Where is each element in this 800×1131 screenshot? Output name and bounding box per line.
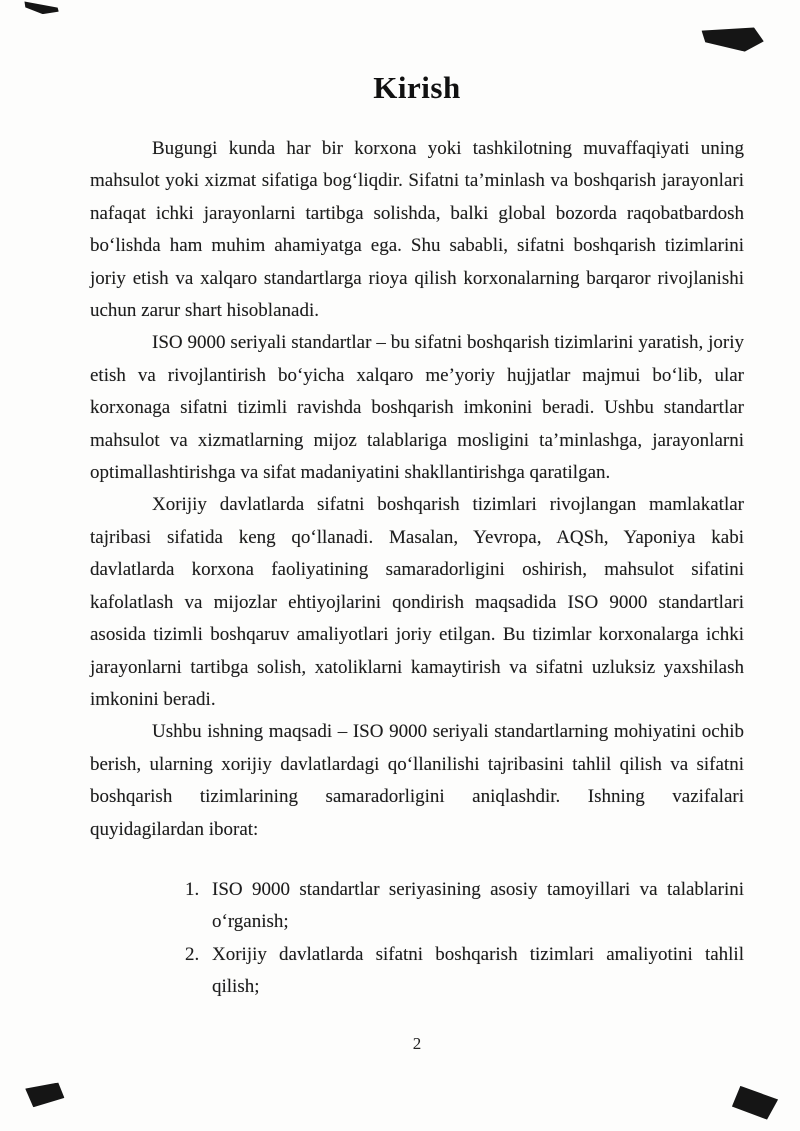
document-body <box>90 133 744 1004</box>
paragraph-foreign-experience: Xorijiy davlatlarda sifatni boshqarish tizimlari rivojlangan mamlakatlar tajribasi sifatida keng qo‘llanadi. Masalan, Yevropa, AQSh, Yaponiya kabi davlatlarda korxona faoliyatining samaradorligini oshirish, mahsulot sifatini kafolatlash va mijozlar ehtiyojlarini qondirish maqsadida ISO 9000 standartlari asosida tizimli boshqaruv amaliyotlari joriy etilgan. Bu tizimlar korxonalarga ichki jarayonlarni tartibga solish, xatoliklarni kamaytirish va sifatni uzluksiz yaxshilash imkonini beradi. <box>90 494 744 710</box>
paragraph-intro: Bugungi kunda har bir korxona yoki tashkilotning muvaffaqiyati uning mahsulot yoki xizmat sifatiga bog‘liqdir. Sifatni ta’minlash va boshqarish jarayonlari nafaqat ichki jarayonlarni tartibga solishda, balki global bozorda raqobatbardosh bo‘lishda ham muhim ahamiyatga ega. Shu sababli, sifatni boshqarish tizimlarini joriy etish va xalqaro standartlarga rioya qilish korxonalarning barqaror rivojlanishi uchun zarur shart hisoblanadi. <box>90 138 744 322</box>
scan-artifact-bottom-left <box>25 1082 65 1108</box>
list-item-number: 1. <box>185 878 200 900</box>
list-item-text: ISO 9000 standartlar seriyasining asosiy tamoyillari va talablarini o‘rganish; <box>212 878 744 933</box>
scan-artifact-top-right <box>700 21 766 53</box>
page-title: Kirish <box>373 70 461 105</box>
paragraph-work-goal: Ushbu ishning maqsadi – ISO 9000 seriyali standartlarning mohiyatini ochib berish, ularning xorijiy davlatlardagi qo‘llanilishi tajribasini tahlil qilish va sifatni boshqarish tizimlarining samaradorligini aniqlashdir. Ishning vazifalari quyidagilardan iborat: <box>90 721 744 840</box>
task-list <box>90 874 744 1004</box>
page-number: 2 <box>412 1034 422 1053</box>
scan-artifact-top-left <box>24 0 60 16</box>
list-item-number: 2. <box>185 943 200 965</box>
list-item <box>185 874 744 939</box>
scan-artifact-bottom-right <box>731 1085 780 1121</box>
list-item <box>185 939 744 1004</box>
list-item-text: Xorijiy davlatlarda sifatni boshqarish tizimlari amaliyotini tahlil qilish; <box>212 943 744 998</box>
paragraph-iso-definition: ISO 9000 seriyali standartlar – bu sifatni boshqarish tizimlarini yaratish, joriy etish va rivojlantirish bo‘yicha xalqaro me’yoriy hujjatlar majmui bo‘lib, ular korxonaga sifatni tizimli ravishda boshqarish imkonini beradi. Ushbu standartlar mahsulot va xizmatlarning mijoz talablariga mosligini ta’minlashga, jarayonlarni optimallashtirishga va sifat madaniyatini shakllantirishga qaratilgan. <box>90 332 744 484</box>
